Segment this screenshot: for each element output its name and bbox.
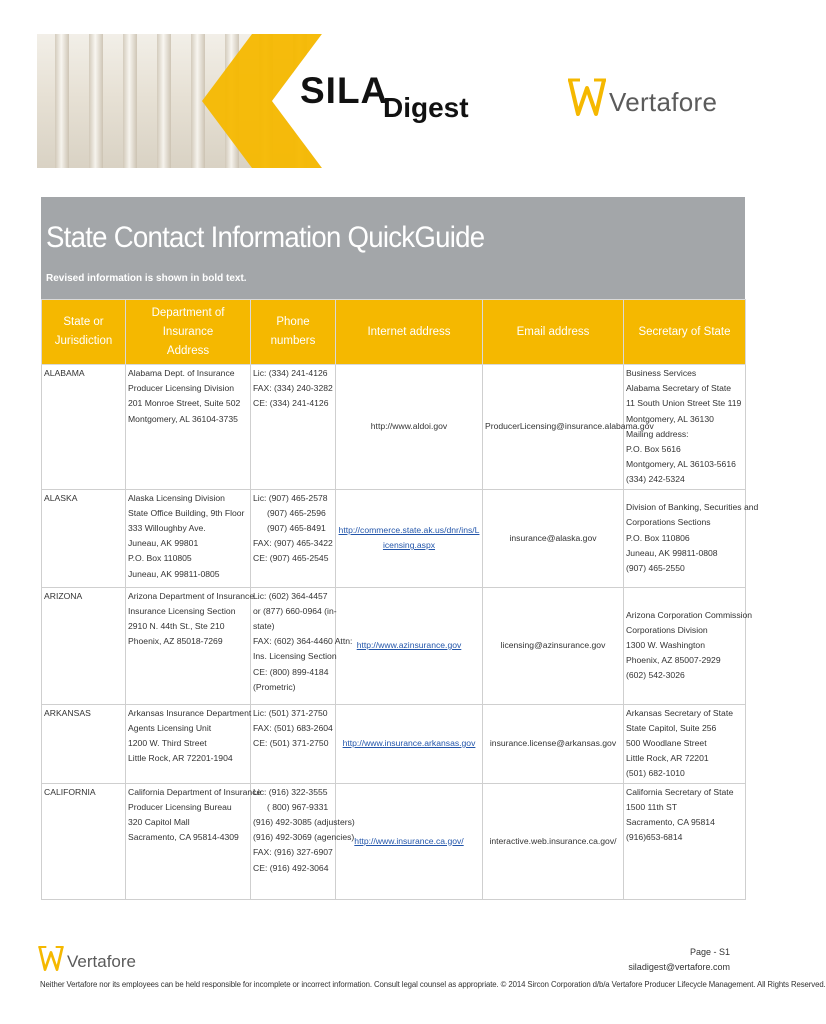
col-header-secretary: Secretary of State (624, 300, 746, 365)
sila-wordmark: SILA (300, 70, 389, 111)
footer-email[interactable]: siladigest@vertafore.com (628, 962, 730, 972)
vertafore-mark-icon (37, 942, 65, 976)
footer-vertafore-wordmark: Vertafore (67, 952, 136, 971)
email-cell[interactable]: insurance@alaska.gov (483, 489, 624, 587)
vertafore-wordmark: Vertafore (609, 87, 718, 117)
phone-cell: Lic: (907) 465-2578 (907) 465-2596 (907) 465-8491 FAX: (907) 465-3422 CE: (907) 465-2545 (251, 489, 336, 587)
department-cell: Alaska Licensing Division State Office Building, 9th Floor 333 Willoughby Ave. Juneau, AK 99801 P.O. Box 110805 Juneau, AK 99811-0805 (126, 489, 251, 587)
state-contact-table (41, 299, 759, 900)
secretary-cell: Division of Banking, Securities and Corporations Sections P.O. Box 110806 Juneau, AK 99811-0808 (907) 465-2550 (624, 489, 746, 587)
phone-cell: Lic: (334) 241-4126 FAX: (334) 240-3282 CE: (334) 241-4126 (251, 365, 336, 490)
internet-cell[interactable]: http://www.aldoi.gov (336, 365, 483, 490)
department-cell: Arizona Department of Insurance Insurance Licensing Section 2910 N. 44th St., Ste 210 Phoenix, AZ 85018-7269 (126, 587, 251, 704)
email-cell[interactable]: ProducerLicensing@insurance.alabama.gov (483, 365, 624, 490)
secretary-cell: Arkansas Secretary of State State Capitol, Suite 256 500 Woodlane Street Little Rock, AR 72201 (501) 682-1010 (624, 704, 746, 783)
email-cell[interactable]: licensing@azinsurance.gov (483, 587, 624, 704)
col-header-phone: Phone numbers (251, 300, 336, 365)
col-header-internet: Internet address (336, 300, 483, 365)
department-cell: Alabama Dept. of Insurance Producer Licensing Division 201 Monroe Street, Suite 502 Montgomery, AL 36104-3735 (126, 365, 251, 490)
col-header-department: Department of Insurance Address (126, 300, 251, 365)
internet-cell[interactable]: http://www.azinsurance.gov (336, 587, 483, 704)
digest-wordmark: Digest (383, 92, 469, 123)
state-cell: ALABAMA (42, 365, 126, 490)
table-header-row (42, 300, 746, 365)
table-row (42, 365, 746, 490)
table-row (42, 704, 746, 783)
state-cell: ARIZONA (42, 587, 126, 704)
footer-vertafore-logo (37, 942, 137, 978)
vertafore-logo (566, 74, 718, 122)
footer-disclaimer: Neither Vertafore nor its employees can be held responsible for incomplete or incorrect information. Consult legal counsel as appropriate. © 2014 Sircon Corporation d/b/a Vertafore Producer Lifecycle Management. All Rights Reserved. (40, 980, 826, 989)
phone-cell: Lic: (501) 371-2750 FAX: (501) 683-2604 CE: (501) 371-2750 (251, 704, 336, 783)
secretary-cell: California Secretary of State 1500 11th ST Sacramento, CA 95814 (916)653-6814 (624, 783, 746, 899)
department-cell: Arkansas Insurance Department Agents Licensing Unit 1200 W. Third Street Little Rock, AR 72201-1904 (126, 704, 251, 783)
state-cell: ARKANSAS (42, 704, 126, 783)
table-row (42, 587, 746, 704)
phone-cell: Lic: (916) 322-3555 ( 800) 967-9331 (916) 492-3085 (adjusters) (916) 492-3069 (agencies) FAX: (916) 327-6907 CE: (916) 492-3064 (251, 783, 336, 899)
secretary-cell: Business Services Alabama Secretary of State 11 South Union Street Ste 119 Montgomery, AL 36130 Mailing address: P.O. Box 5616 Montgomery, AL 36103-5616 (334) 242-5324 (624, 365, 746, 490)
state-cell: CALIFORNIA (42, 783, 126, 899)
page-number: Page - S1 (689, 947, 730, 957)
email-cell[interactable]: insurance.license@arkansas.gov (483, 704, 624, 783)
internet-cell[interactable]: http://www.insurance.ca.gov/ (336, 783, 483, 899)
internet-cell[interactable]: http://www.insurance.arkansas.gov (336, 704, 483, 783)
department-cell: California Department of Insurance Producer Licensing Bureau 320 Capitol Mall Sacramento, CA 95814-4309 (126, 783, 251, 899)
page-title: State Contact Information QuickGuide (46, 221, 485, 254)
email-cell[interactable]: interactive.web.insurance.ca.gov/ (483, 783, 624, 899)
table-row (42, 489, 746, 587)
secretary-cell: Arizona Corporation Commission Corporations Division 1300 W. Washington Phoenix, AZ 85007-2929 (602) 542-3026 (624, 587, 746, 704)
title-band (41, 197, 745, 299)
internet-cell[interactable]: http://commerce.state.ak.us/dnr/ins/Licensing.aspx (336, 489, 483, 587)
state-cell: ALASKA (42, 489, 126, 587)
revised-note: Revised information is shown in bold text. (46, 273, 247, 284)
vertafore-mark-icon (566, 74, 608, 122)
col-header-email: Email address (483, 300, 624, 365)
phone-cell: Lic: (602) 364-4457 or (877) 660-0964 (in- state) FAX: (602) 364-4460 Attn: Ins. Licensing Section CE: (800) 899-4184 (Prometric) (251, 587, 336, 704)
table-row (42, 783, 746, 899)
col-header-state: State or Jurisdiction (42, 300, 126, 365)
